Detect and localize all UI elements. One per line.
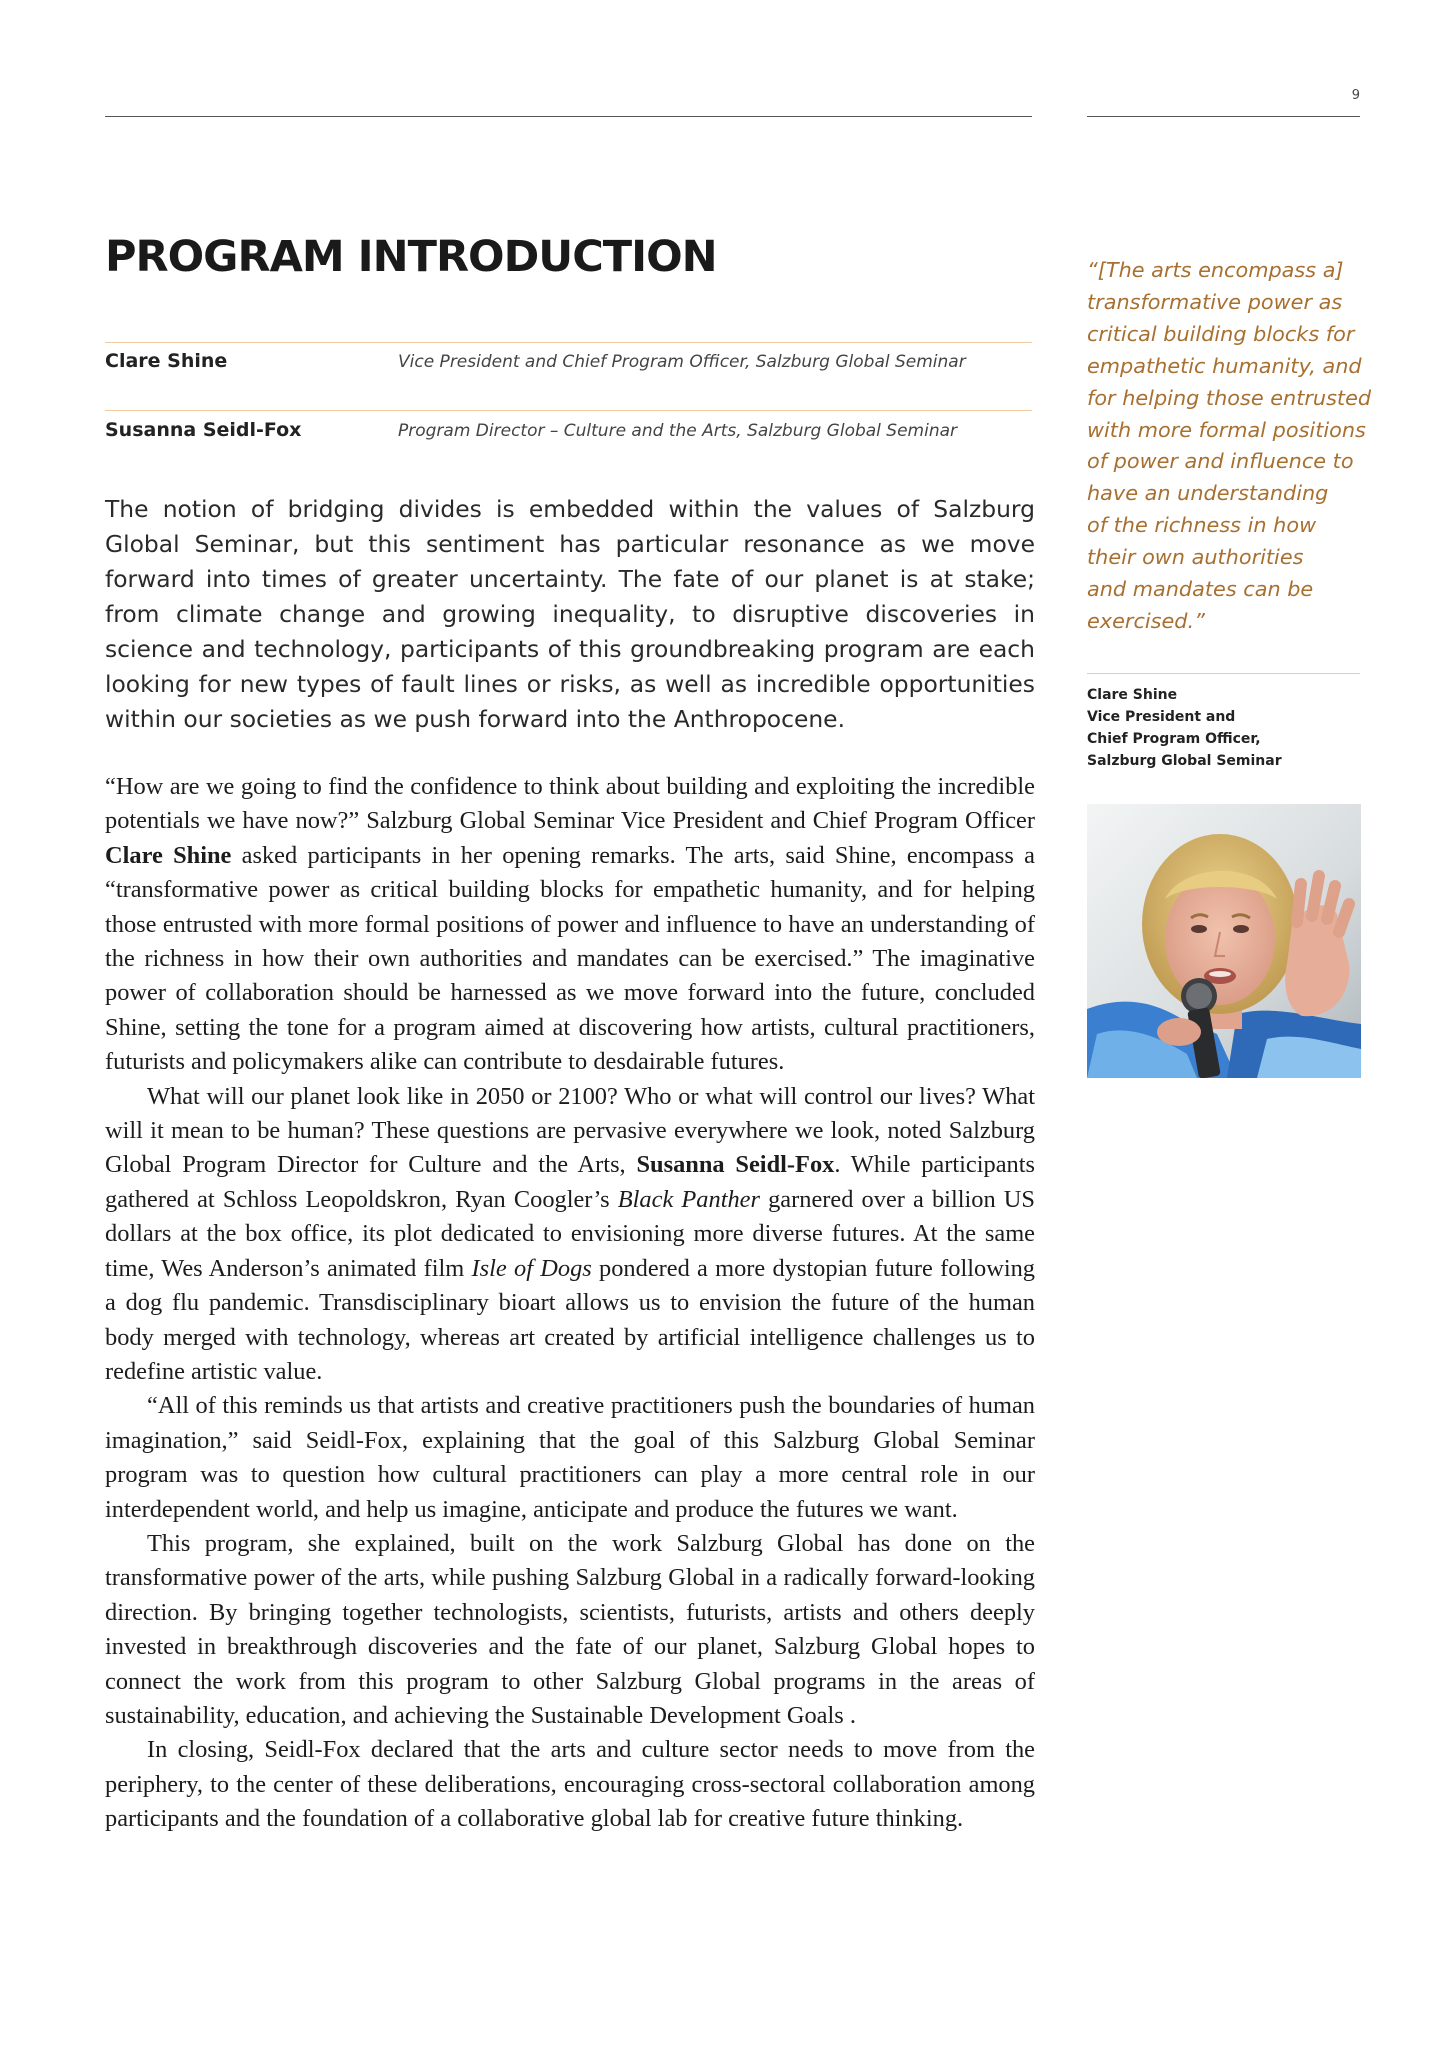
body-paragraph-1: “How are we going to find the confidence to think about building and exploiting the incredible potentials we have now?” Salzburg Global Seminar Vice President and Chief Program Officer Clare Shine asked participants in her opening remarks. The arts, said Shine, encompass a “transformative power as critical building blocks for empathetic humanity, and for helping those entrusted with more formal positions of power and influence to have an understanding of the richness in how their own authorities and mandates can be exercised.” The imaginative power of collaboration should be harnessed as we move forward into the future, concluded Shine, setting the tone for a program aimed at discovering how artists, cultural practitioners, futurists and policymakers alike can contribute to desdairable futures. xyxy=(105,773,1035,1076)
pull-quote xyxy=(1087,255,1372,638)
quote-line: of the richness in how xyxy=(1087,513,1317,538)
author-rule-2 xyxy=(105,410,1032,411)
quote-line: for helping those entrusted xyxy=(1087,385,1372,410)
sidebar-rule xyxy=(1087,673,1360,674)
photo-caption xyxy=(1087,684,1360,772)
quote-line: with more formal positions xyxy=(1087,417,1366,442)
page-number: 9 xyxy=(1351,88,1360,103)
body-text xyxy=(105,770,1035,1837)
header-rule-main xyxy=(105,116,1032,117)
speaker-photo xyxy=(1087,804,1361,1078)
page-title: PROGRAM INTRODUCTION xyxy=(105,232,717,282)
author-rule-1 xyxy=(105,342,1032,343)
quote-line: empathetic humanity, and xyxy=(1087,353,1362,378)
quote-line: their own authorities xyxy=(1087,545,1304,570)
caption-line: Vice President and xyxy=(1087,709,1236,725)
quote-line: and mandates can be xyxy=(1087,577,1314,602)
quote-line: transformative power as xyxy=(1087,289,1343,314)
author-role-2: Program Director – Culture and the Arts, Salzburg Global Seminar xyxy=(398,421,958,441)
speaker-portrait-illustration xyxy=(1087,804,1361,1078)
quote-line: of power and influence to xyxy=(1087,449,1354,474)
body-paragraph-4: This program, she explained, built on the work Salzburg Global has done on the transformative power of the arts, while pushing Salzburg Global in a radically forward-looking direction. By bringing together technologists, scientists, futurists, artists and others deeply invested in breakthrough discoveries and the fate of our planet, Salzburg Global hopes to connect the work from this program to other Salzburg Global programs in the areas of sustainability, education, and achieving the Sustainable Development Goals . xyxy=(105,1529,1035,1729)
film-title-isle-of-dogs: Isle of Dogs xyxy=(471,1254,592,1282)
body-paragraph-3: “All of this reminds us that artists and creative practitioners push the boundaries of human imagination,” said Seidl-Fox, explaining that the goal of this Salzburg Global Seminar program was to question how cultural practitioners can play a more central role in our interdependent world, and help us imagine, anticipate and produce the futures we want. xyxy=(105,1392,1035,1523)
quote-line: critical building blocks for xyxy=(1087,321,1355,346)
lead-paragraph: The notion of bridging divides is embedded within the values of Salzburg Global Seminar, but this sentiment has particular resonance as we move forward into times of greater uncertainty. The fate of our planet is at stake; from climate change and growing inequality, to disruptive discoveries in science and technology, participants of this groundbreaking program are each looking for new types of fault lines or risks, as well as incredible opportunities within our societies as we push forward into the Anthropocene. xyxy=(105,495,1035,733)
quote-line: exercised.” xyxy=(1087,608,1205,633)
speaker-name-shine: Clare Shine xyxy=(105,841,232,869)
speaker-name-seidl-fox: Susanna Seidl-Fox xyxy=(636,1151,835,1179)
film-title-black-panther: Black Panther xyxy=(617,1185,760,1213)
author-role-1: Vice President and Chief Program Officer, Salzburg Global Seminar xyxy=(398,352,966,372)
quote-line: “[The arts encompass a] xyxy=(1087,258,1344,282)
caption-line: Clare Shine xyxy=(1087,687,1178,703)
body-paragraph-5: In closing, Seidl-Fox declared that the arts and culture sector needs to move from the periphery, to the center of these deliberations, encouraging cross-sectoral collaboration among participants and the foundation of a collaborative global lab for creative future thinking. xyxy=(105,1736,1035,1833)
author-name-2: Susanna Seidl-Fox xyxy=(105,419,302,441)
author-name-1: Clare Shine xyxy=(105,350,228,372)
quote-line: have an understanding xyxy=(1087,481,1329,506)
header-rule-sidebar xyxy=(1087,116,1360,117)
caption-line: Salzburg Global Seminar xyxy=(1087,753,1282,769)
body-paragraph-2: What will our planet look like in 2050 or 2100? Who or what will control our lives? What will it mean to be human? These questions are pervasive everywhere we look, noted Salzburg Global Program Director for Culture and the Arts, Susanna Seidl-Fox. While participants gathered at Schloss Leopoldskron, Ryan Coogler’s Black Panther garnered over a billion US dollars at the box office, its plot dedicated to envisioning more diverse futures. At the same time, Wes Anderson’s animated film Isle of Dogs pondered a more dystopian future following a dog flu pandemic. Transdisciplinary bioart allows us to envision the future of the human body merged with technology, whereas art created by artificial intelligence challenges us to redefine artistic value. xyxy=(105,1082,1035,1385)
caption-line: Chief Program Officer, xyxy=(1087,731,1261,747)
